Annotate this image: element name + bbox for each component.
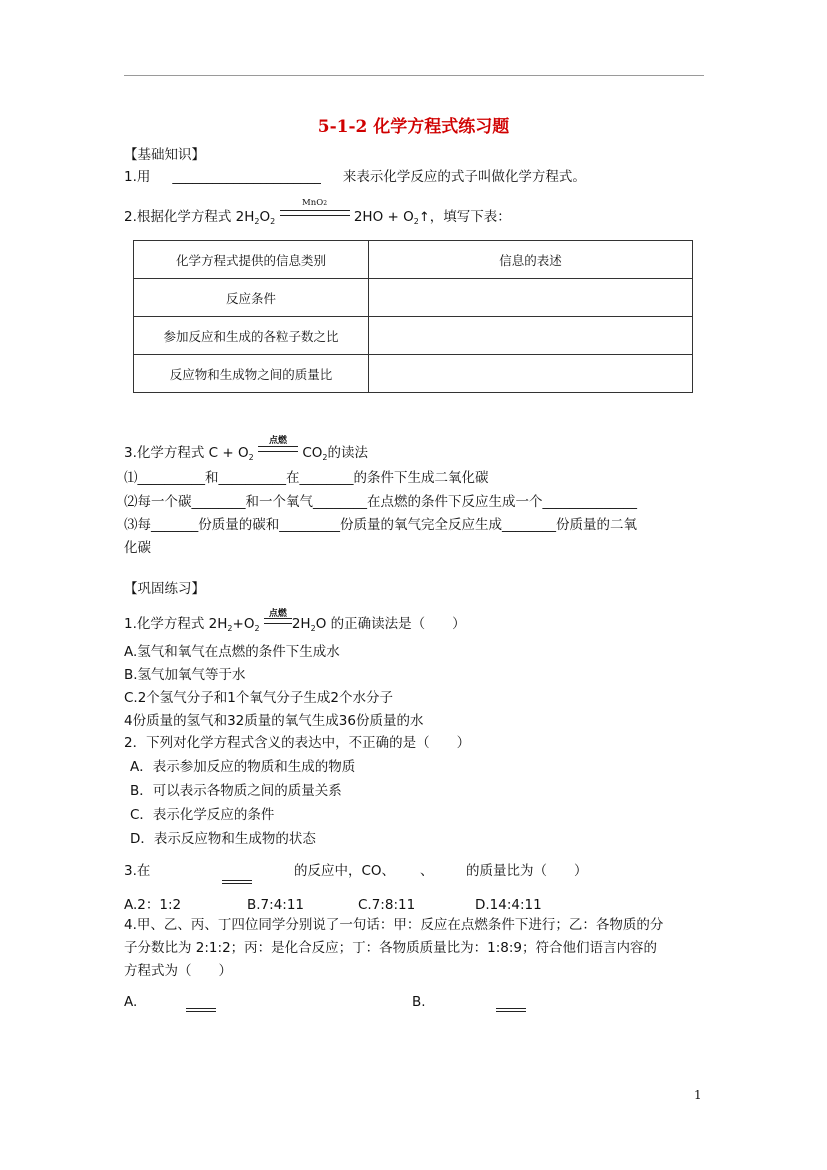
table-cell-category: 参加反应和生成的各粒子数之比 (134, 317, 369, 355)
p3-option-c: C.7:8:11 (358, 897, 416, 913)
q1-prefix: 1.用 (124, 169, 151, 185)
page-title: 5-1-2 化学方程式练习题 (317, 117, 510, 137)
section-basic-heading: 【基础知识】 (124, 147, 205, 163)
p1-option-d: 4份质量的氢气和32质量的氧气生成36份质量的水 (124, 713, 424, 729)
table-cell-category: 反应物和生成物之间的质量比 (134, 355, 369, 393)
table-cell-answer[interactable] (369, 279, 693, 317)
q3-condition-label: 点燃 (269, 436, 288, 446)
p3-suffix: 的质量比为（ ） (466, 863, 588, 879)
p3-option-a: A.2：1:2 (124, 897, 182, 913)
p3-option-d: D.14:4:11 (475, 897, 542, 913)
gas-arrow-icon: ↑ (418, 210, 430, 225)
table-row (134, 279, 693, 317)
p1-option-c: C.2个氢气分子和1个氧气分子生成2个水分子 (124, 690, 393, 706)
p4-line-2: 子分数比为 2:1:2；丙：是化合反应；丁：各物质质量比为：1:8:9；符合他们语言内容的 (124, 940, 658, 956)
q2-products: 2H (353, 209, 373, 225)
p1-option-b: B.氢气加氧气等于水 (124, 667, 246, 683)
q1-blank: ______________________ (172, 169, 321, 185)
q3-suffix: 的读法 (327, 445, 368, 461)
question-3: 3.化学方程式 $C + O_2$ 点燃 $CO_2$的读法 (124, 444, 368, 467)
p3-option-b: B.7:4:11 (247, 897, 305, 913)
p3-mid: 的反应中，CO、 (294, 863, 396, 879)
p2-option-c: C．表示化学反应的条件 (130, 807, 275, 823)
q2-prefix: 2.根据化学方程式 2H (124, 209, 255, 225)
section-practice-heading: 【巩固练习】 (124, 581, 205, 597)
q2-suffix: ，填写下表： (429, 209, 511, 225)
p4-line-1: 4.甲、乙、丙、丁四位同学分别说了一句话：甲：反应在点燃条件下进行；乙：各物质的分 (124, 917, 664, 933)
p4-a-equation-bar (186, 1008, 216, 1012)
p1-reaction-condition (264, 609, 292, 631)
p1-prefix: 1.化学方程式 2H (124, 616, 228, 632)
practice-3 (124, 862, 150, 880)
q3-product: CO (302, 445, 323, 461)
question-2: 2.根据化学方程式 $2H_2O_2$ MnO2 $2HO + O_2↑$，填写下表： (124, 198, 511, 226)
table-row (134, 317, 693, 355)
p1-condition-label: 点燃 (268, 609, 287, 619)
q3-line-4: 化碳 (124, 540, 151, 556)
q3-prefix: 3.化学方程式 C + O (124, 445, 249, 461)
q1-suffix: 来表示化学反应的式子叫做化学方程式。 (342, 169, 586, 185)
table-cell-answer[interactable] (369, 355, 693, 393)
q3-reaction-condition (258, 436, 298, 460)
p4-line-3: 方程式为（ ） (124, 963, 232, 979)
p2-option-b: B．可以表示各物质之间的质量关系 (130, 783, 342, 799)
table-header-description: 信息的表述 (369, 241, 693, 279)
page-number: 1 (694, 1088, 702, 1102)
table-header-row (134, 241, 693, 279)
q3-line-2: ⑵每一个碳________和一个氧气________在点燃的条件下反应生成一个______________ (124, 494, 637, 510)
p4-option-b: B. (412, 994, 426, 1010)
question-1 (124, 168, 586, 186)
p4-option-a: A. (124, 994, 138, 1010)
info-table (133, 240, 693, 393)
practice-1: 1.化学方程式 $2H_2+O_2$ 点燃 $2H_2O$ 的正确读法是（ ） (124, 615, 466, 638)
p3-mid2: 、 (420, 863, 434, 879)
q2-catalyst-label: MnO (302, 198, 324, 208)
q2-reaction-condition: MnO2 (280, 210, 350, 224)
table-cell-category: 反应条件 (134, 279, 369, 317)
p1-option-a: A.氢气和氧气在点燃的条件下生成水 (124, 644, 340, 660)
p2-option-d: D．表示反应物和生成物的状态 (130, 831, 316, 847)
p3-prefix: 3.在 (124, 863, 151, 879)
header-rule (124, 75, 704, 76)
p3-equation-bar (222, 880, 252, 884)
p2-option-a: A．表示参加反应的物质和生成的物质 (130, 759, 356, 775)
p4-b-equation-bar (496, 1008, 526, 1012)
practice-2: 2．下列对化学方程式含义的表达中，不正确的是（ ） (124, 735, 471, 751)
table-row (134, 355, 693, 393)
q3-line-3: ⑶每_______份质量的碳和_________份质量的氧气完全反应生成________份质量的二氧 (124, 517, 637, 533)
p1-suffix: 的正确读法是（ ） (330, 616, 466, 632)
q3-line-1: ⑴__________和__________在________的条件下生成二氧化碳 (124, 470, 489, 486)
table-header-category: 化学方程式提供的信息类别 (134, 241, 369, 279)
table-cell-answer[interactable] (369, 317, 693, 355)
